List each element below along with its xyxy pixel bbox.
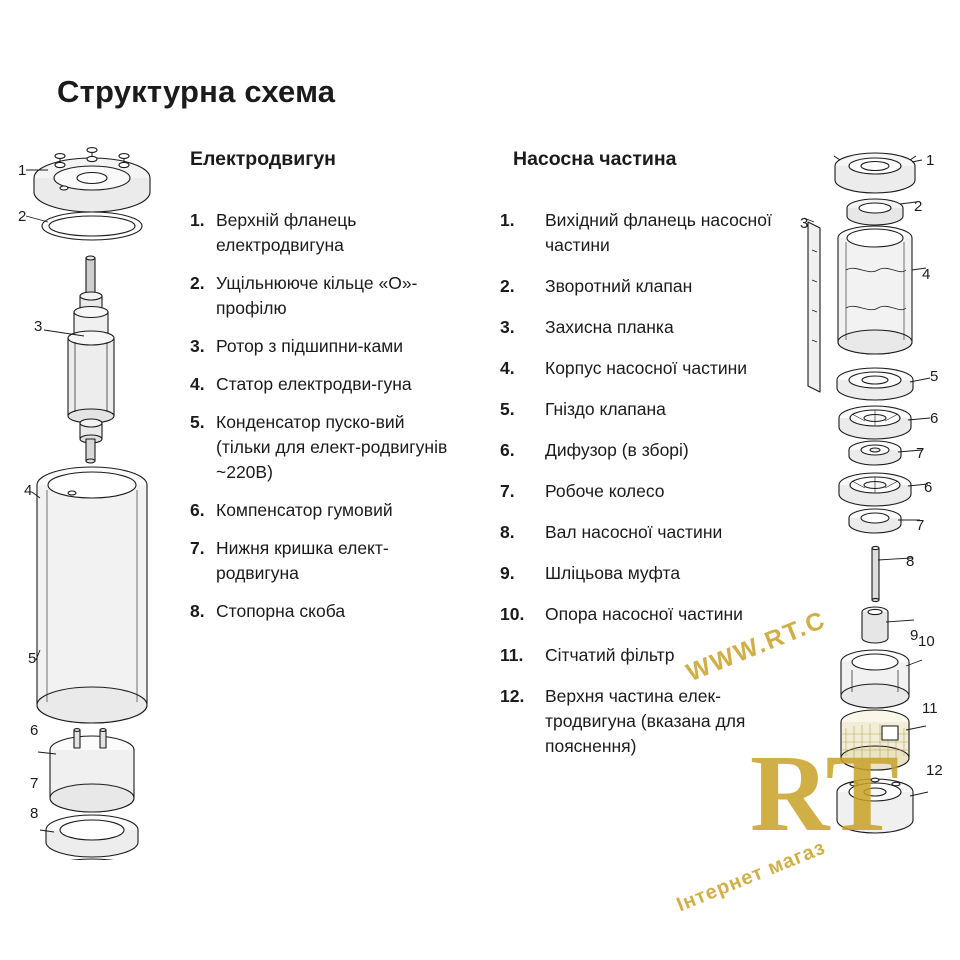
- callout-right-1: 1: [926, 152, 935, 169]
- item-number: 4.: [190, 374, 205, 394]
- list-item: [500, 561, 785, 586]
- callout-right-2: 2: [914, 198, 923, 215]
- callout-left-1: 1: [18, 162, 27, 179]
- item-label: Компенсатор гумовий: [216, 500, 393, 520]
- list-item: [500, 315, 785, 340]
- list-item: [500, 684, 785, 759]
- item-label: Стопорна скоба: [216, 601, 346, 621]
- list-item: [190, 410, 455, 485]
- item-number: 1.: [190, 210, 205, 230]
- list-item: [190, 208, 455, 258]
- item-label: Вал насосної частини: [545, 522, 723, 542]
- callout-left-8: 8: [30, 805, 39, 822]
- item-number: 9.: [500, 563, 515, 583]
- item-number: 12.: [500, 686, 525, 706]
- item-label: Вихідний фланець насосної частини: [545, 210, 772, 255]
- callout-left-5: 5: [28, 650, 37, 667]
- callout-right-10: 10: [918, 633, 935, 650]
- item-number: 6.: [190, 500, 205, 520]
- pump-exploded-drawing: [790, 130, 960, 860]
- item-number: 2.: [190, 273, 205, 293]
- callout-right-6a: 6: [930, 410, 939, 427]
- callout-left-7: 7: [30, 775, 39, 792]
- item-label: Дифузор (в зборі): [545, 440, 689, 460]
- list-item: [190, 271, 455, 321]
- item-label: Нижня кришка елект-родвигуна: [216, 538, 389, 583]
- item-number: 5.: [190, 412, 205, 432]
- page-title: Структурна схема: [57, 74, 336, 109]
- item-label: Верхній фланець електродвигуна: [216, 210, 357, 255]
- list-item: [190, 599, 455, 624]
- item-number: 8.: [190, 601, 205, 621]
- list-item: [500, 208, 785, 258]
- pump-section-heading: Насосна частина: [513, 148, 677, 170]
- list-item: [500, 479, 785, 504]
- item-label: Гніздо клапана: [545, 399, 666, 419]
- item-number: 11.: [500, 645, 524, 665]
- item-number: 5.: [500, 399, 515, 419]
- item-number: 2.: [500, 276, 515, 296]
- item-label: Ротор з підшипни-ками: [216, 336, 403, 356]
- item-label: Зворотний клапан: [545, 276, 693, 296]
- callout-right-6b: 6: [924, 479, 933, 496]
- callout-left-4: 4: [24, 482, 33, 499]
- list-item: [190, 372, 455, 397]
- list-item: [190, 498, 455, 523]
- callout-right-5: 5: [930, 368, 939, 385]
- item-number: 6.: [500, 440, 515, 460]
- watermark-logo-text: RT: [750, 732, 899, 854]
- item-label: Конденсатор пуско-вий (тільки для елект-родвигунів ~220В): [216, 412, 448, 482]
- list-item: [500, 438, 785, 463]
- list-item: [190, 334, 455, 359]
- item-label: Ущільнюючe кільце «О»-профілю: [216, 273, 418, 318]
- callout-right-9: 9: [910, 627, 919, 644]
- pump-parts-list: [500, 208, 785, 775]
- item-number: 1.: [500, 210, 515, 230]
- item-number: 3.: [190, 336, 205, 356]
- callout-left-6: 6: [30, 722, 39, 739]
- callout-right-7b: 7: [916, 517, 925, 534]
- list-item: [500, 602, 785, 627]
- callout-left-3: 3: [34, 318, 43, 335]
- item-label: Опора насосної частини: [545, 604, 743, 624]
- list-item: [500, 397, 785, 422]
- item-number: 8.: [500, 522, 515, 542]
- item-number: 7.: [500, 481, 515, 501]
- callout-right-11: 11: [922, 700, 938, 717]
- list-item: [500, 274, 785, 299]
- callout-right-8: 8: [906, 553, 915, 570]
- item-label: Робоче колесо: [545, 481, 665, 501]
- list-item: [500, 520, 785, 545]
- item-label: Корпус насосної частини: [545, 358, 748, 378]
- motor-parts-list: [190, 208, 455, 637]
- item-number: 3.: [500, 317, 515, 337]
- item-number: 4.: [500, 358, 515, 378]
- item-label: Сітчатий фільтр: [545, 645, 675, 665]
- list-item: [500, 356, 785, 381]
- callout-right-7a: 7: [916, 445, 925, 462]
- callout-right-4: 4: [922, 266, 931, 283]
- callout-right-12: 12: [926, 762, 943, 779]
- item-label: Статор електродви-гуна: [216, 374, 412, 394]
- watermark-shop-text: Інтернет магаз: [673, 836, 829, 917]
- callout-right-3: 3: [800, 215, 809, 232]
- motor-section-heading: Електродвигун: [190, 148, 336, 170]
- list-item: [500, 643, 785, 668]
- list-item: [190, 536, 455, 586]
- item-label: Захисна планка: [545, 317, 674, 337]
- callout-left-2: 2: [18, 208, 27, 225]
- watermark-url-text: WWW.RT.C: [682, 605, 831, 688]
- item-label: Шліцьова муфта: [545, 563, 681, 583]
- item-label: Верхня частина елек-тродвигуна (вказана для пояснення): [545, 686, 746, 756]
- item-number: 7.: [190, 538, 205, 558]
- item-number: 10.: [500, 604, 525, 624]
